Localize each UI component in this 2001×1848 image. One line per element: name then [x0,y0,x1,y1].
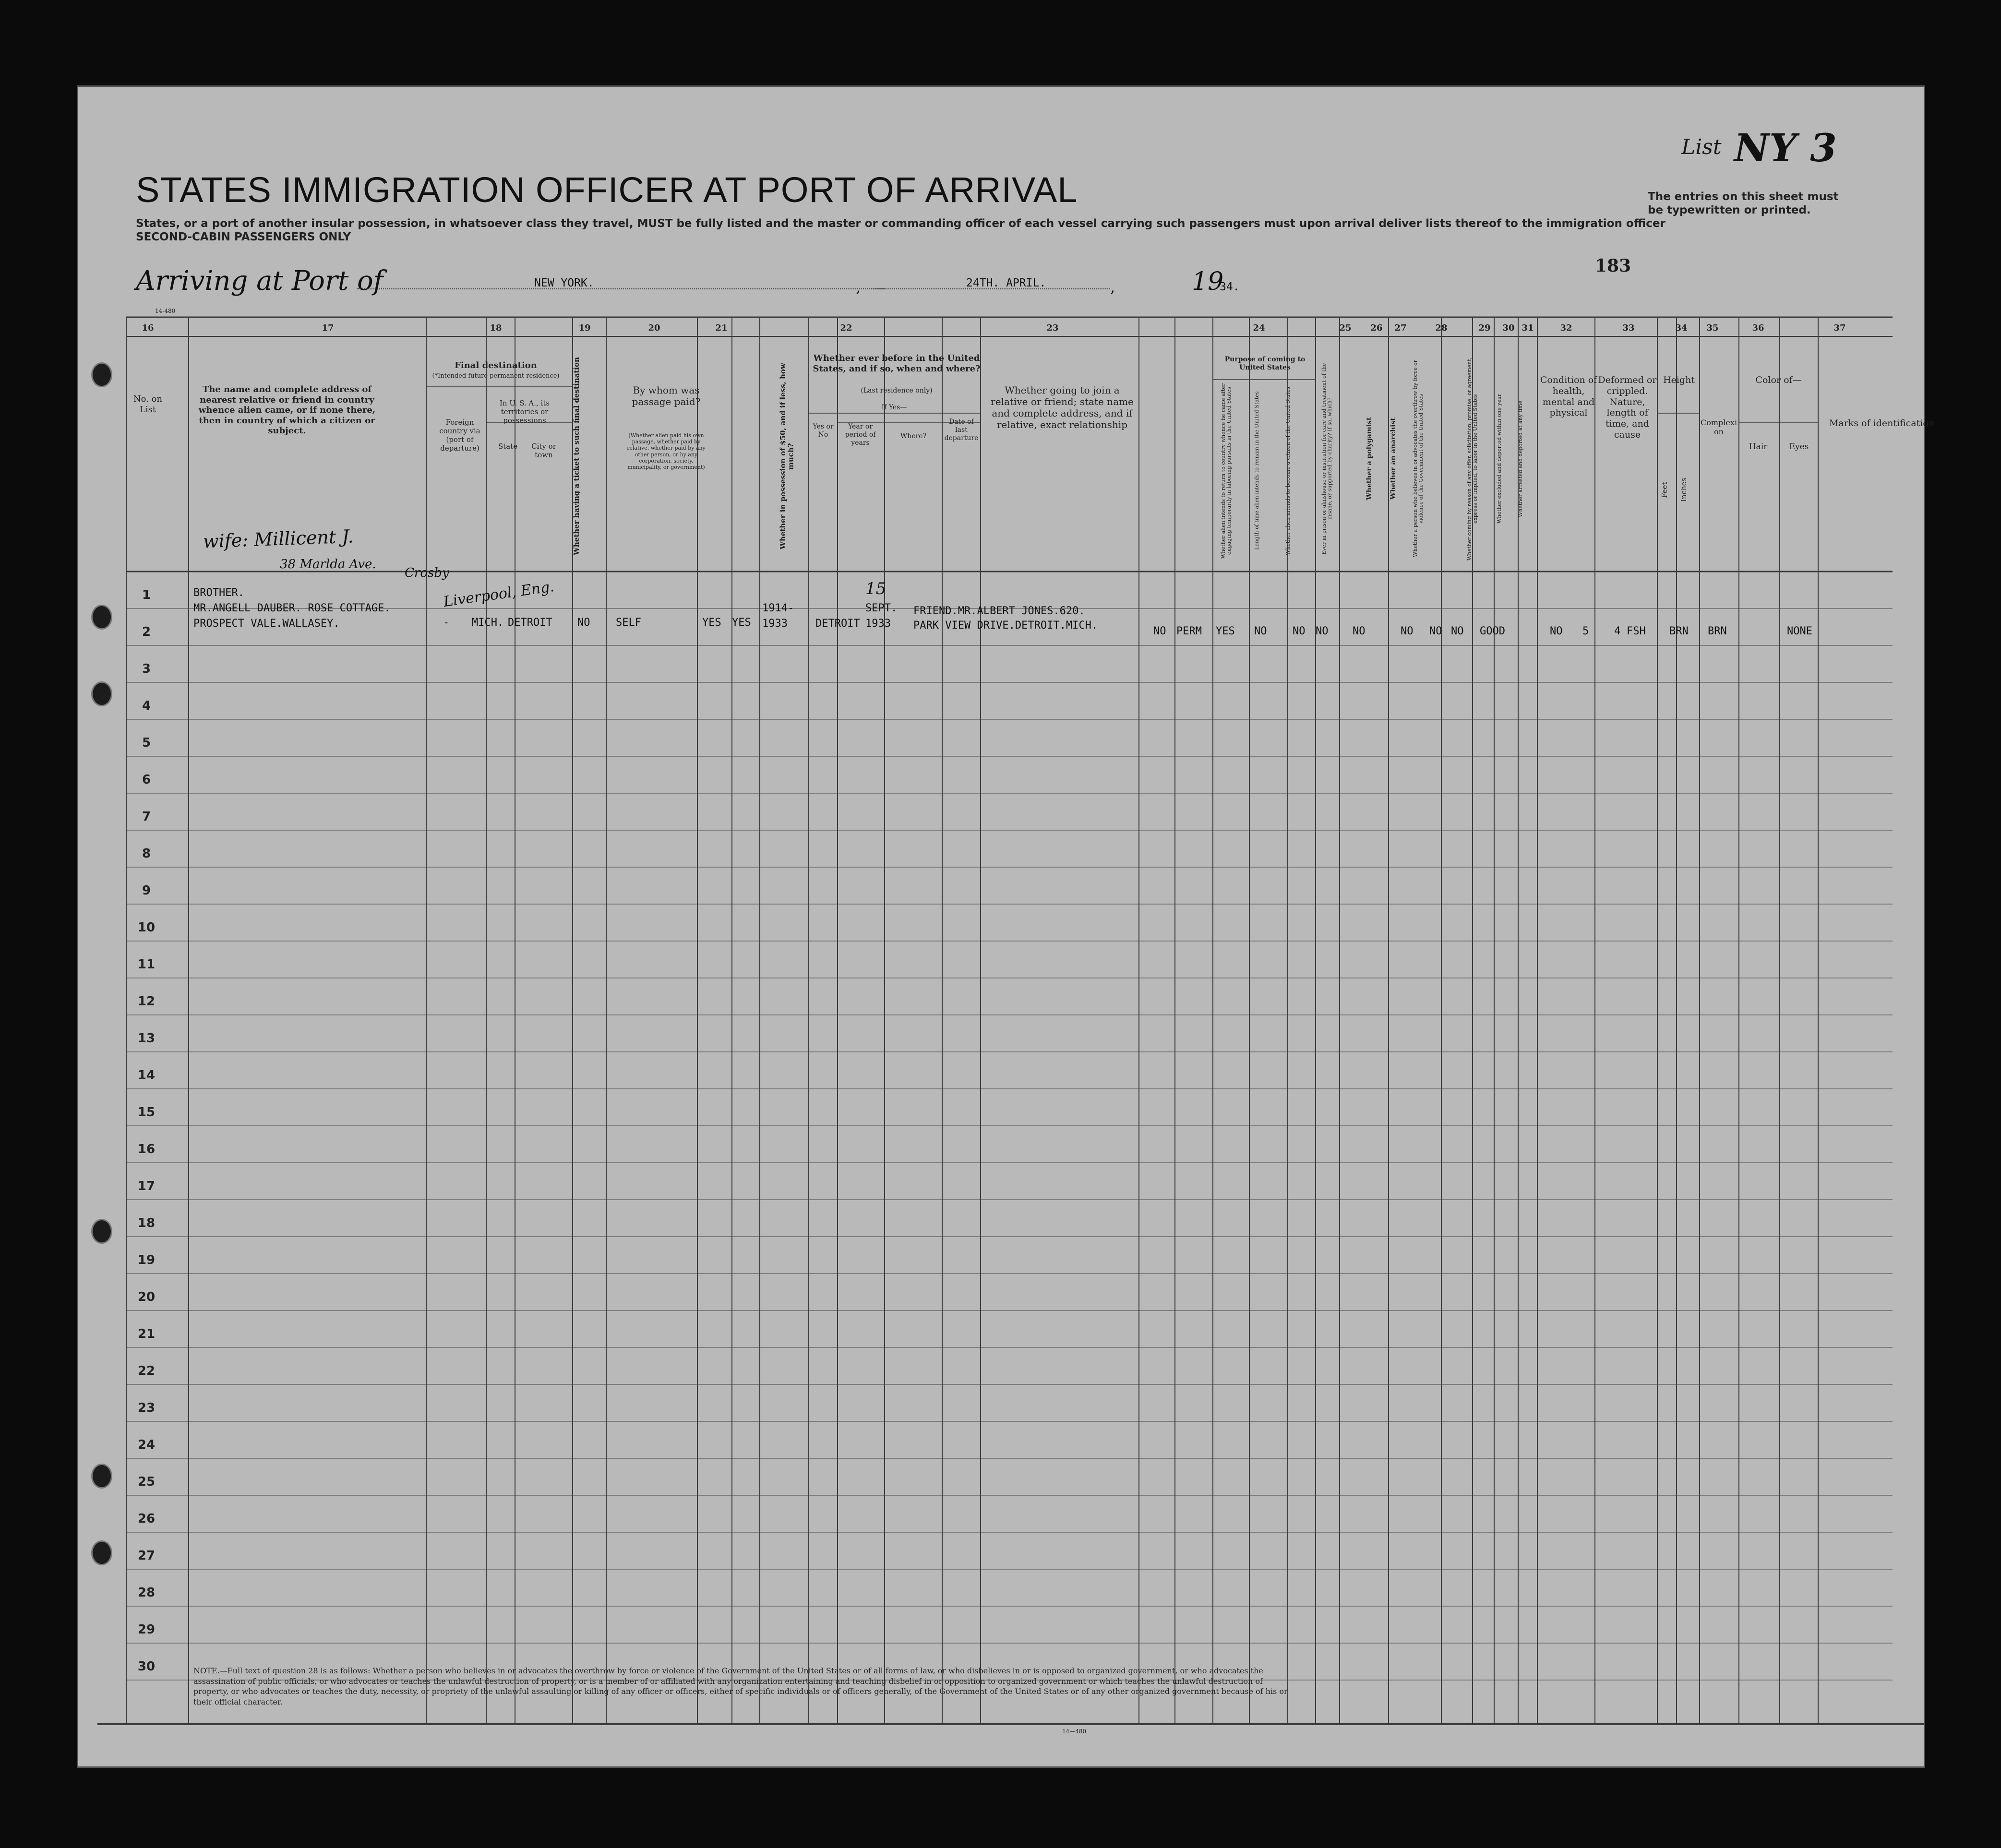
handwritten-address-3: Liverpool, Eng. [442,578,555,611]
header-year-period: Year or period of years [845,423,876,447]
col-num-36: 36 [1752,323,1764,333]
cell-polygamist: NO [1293,625,1306,637]
binder-hole [91,362,112,387]
col-num-17: 17 [322,323,334,333]
col-num-37: 37 [1833,323,1846,333]
cell-prison: NO [1254,625,1267,637]
relative-line-3: PROSPECT VALE.WALLASEY. [193,618,340,630]
list-number: NY 3 [1734,125,1837,170]
col-num-24: 24 [1253,323,1265,333]
row-number: 23 [137,1401,156,1415]
header-join-relative: Whether going to join a relative or friend; state name and complete address, and if relative, exact relationship [991,384,1134,430]
cell-departure-handwritten: 15 [865,579,887,598]
col-num-19: 19 [578,323,591,333]
header-passage-paid: By whom was passage paid? [632,384,701,407]
binder-hole [91,1464,112,1489]
cell-become-citizen: YES [1216,625,1235,637]
arrival-date: 24TH. APRIL. [966,277,1046,289]
header-possession-50: Whether in possession of $50, and if less, how much? [779,363,795,550]
page-title: STATES IMMIGRATION OFFICER AT PORT OF ARRIVAL [136,170,1078,210]
header-deformed: Deformed or crippled. Nature, length of time, and cause [1598,375,1657,440]
header-in-usa: In U. S. A., its territories or possessions [499,399,550,425]
cell-where: DETROIT [815,618,860,630]
page-number: 183 [1595,256,1631,276]
header-anarchist: Whether an anarchist [1390,417,1397,500]
binder-hole [91,681,112,706]
binder-hole [91,1540,112,1565]
handwritten-address-1: 38 Marlda Ave. [280,557,376,572]
row-number: 30 [137,1659,156,1674]
col-num-18: 18 [490,323,502,333]
cell-marks: NONE [1787,625,1812,637]
class-line: SECOND-CABIN PASSENGERS ONLY [136,231,351,243]
col-num-29: 29 [1478,323,1491,333]
comma-2: , [1110,278,1115,296]
row-number: 4 [142,699,151,713]
row-number: 3 [142,662,151,676]
col-num-22: 22 [840,323,852,333]
cell-hair: BRN [1669,625,1689,637]
col-num-35: 35 [1706,323,1719,333]
header-marks: Marks of identification [1829,418,1935,429]
row-number: 12 [137,994,156,1009]
instructions-line-2: be typewritten or printed. [1648,204,1811,216]
row-number: 17 [137,1179,156,1193]
header-no-on-list: No. on List [133,394,163,415]
relative-line-1: BROTHER. [193,587,244,599]
cell-length-stay: PERM [1176,625,1202,637]
cell-anarchist: NO [1316,625,1329,637]
cell-inches: 4 [1614,625,1621,637]
cell-departure-line-2: 1933 [865,618,891,630]
col-num-25: 25 [1339,323,1352,333]
col-num-28: 28 [1435,323,1448,333]
cell-eyes: BRN [1708,625,1727,637]
row-number: 7 [142,810,151,824]
col-num-31: 31 [1522,323,1534,333]
binder-hole [91,605,112,630]
row-number: 13 [137,1031,156,1046]
table-grid [78,87,1924,1766]
handwritten-relative: wife: Millicent J. [203,525,354,552]
header-foreign-country: Foreign country via (port of departure) [439,418,480,453]
port-of-arrival: NEW YORK. [534,277,594,289]
row-number: 21 [137,1327,156,1341]
header-become-citizen: Whether alien intends to become a citizen of the United States [1285,386,1291,555]
cell-feet: 5 [1582,625,1589,637]
col-num-32: 32 [1560,323,1572,333]
instructions-line-1: The entries on this sheet must [1648,191,1839,203]
row-number: 29 [137,1622,156,1637]
form-number-top: 14-480 [155,308,176,314]
row-number: 10 [137,920,156,935]
handwritten-address-2: Crosby [405,566,449,580]
row-number: 14 [137,1068,156,1083]
header-return-country: Whether alien intends to return to country whence he came after engaging temporarily in laboring pursuits in the United States [1220,383,1233,559]
row-number: 6 [142,773,151,787]
header-nearest-relative: The name and complete address of nearest relative or friend in country whence alien came, or if none there, then in country of which a citizen or subject. [198,384,376,436]
col-num-20: 20 [648,323,660,333]
header-height: Height [1663,375,1695,385]
header-arrested: Whether arrested and deported at any time [1517,400,1523,517]
year-prefix: 19 [1192,267,1224,296]
row-number: 26 [137,1512,156,1526]
header-final-destination: Final destination [455,360,537,370]
list-label: List [1681,135,1722,159]
col-num-16: 16 [142,323,154,333]
col-num-26: 26 [1370,323,1383,333]
row-number: 22 [137,1364,156,1378]
header-excluded: Whether excluded and deported within one year [1496,393,1502,524]
col-num-27: 27 [1394,323,1407,333]
footer-note: NOTE.—Full text of question 28 is as follows: Whether a person who believes in or advocates the overthrow by force or violence of the Government of the United States or of all forms of law, or who disbelieves in or is opposed to organized government, or who advocates the assassination of public officials, or who advocates or teaches the unlawful destruction of property, or is a member of or affiliated with any organization entertaining and teaching disbelief in or opposition to organized government or which teaches the unlawful destruction of property, or who advocates or teaches the duty, necessity, or propriety of the unlawful assaulting or killing of any officer or officers, either of specific individuals or of officers generally, of the Government of the United States or of any other organized government because of his or their official character. [193,1666,1288,1706]
header-hair: Hair [1749,442,1768,452]
header-complexion: Complexion [1700,418,1737,437]
header-passage-paid-note: (Whether alien paid his own passage, whether paid by relative, whether paid by any other person, or by any corporation, society, municipality, or government) [627,432,706,470]
col-num-23: 23 [1046,323,1059,333]
header-final-destination-note: (*Intended future permanent residence) [432,372,560,380]
header-before-in-us: Whether ever before in the United States, and if so, when and where? [813,353,981,374]
col-num-21: 21 [715,323,728,333]
cell-overthrow: NO [1353,625,1366,637]
row-number: 1 [142,588,151,602]
cell-foreign-country: - [443,617,450,629]
row-number: 19 [137,1253,156,1267]
cell-arrested: NO [1451,625,1464,637]
footer-form-number: 14—480 [1062,1728,1087,1735]
arriving-label: Arriving at Port of [136,265,383,297]
row-number: 16 [137,1142,156,1156]
cell-years-line-1: 1914- [762,602,794,614]
header-offer-labor: Whether coming by reason of any offer, solicitation, promise, or agreement, express or implied, to labor in the United States [1466,357,1479,560]
cell-join-line-1: FRIEND.MR.ALBERT JONES.620. [913,605,1085,617]
cell-return-country: NO [1153,625,1166,637]
row-number: 8 [142,847,151,861]
row-number: 20 [137,1290,156,1304]
header-if-yes: If Yes— [881,404,907,411]
cell-excluded: NO [1429,625,1442,637]
row-number: 24 [137,1438,156,1452]
cell-years-line-2: 1933 [762,618,788,630]
header-health: Condition of health, mental and physical [1540,375,1597,418]
header-polygamist: Whether a polygamist [1366,417,1373,501]
cell-health: GOOD [1480,625,1505,637]
year-suffix: 34. [1220,281,1240,293]
page-subtitle: States, or a port of another insular possession, in whatsoever class they travel, MUST be fully listed and the master or commanding officer of each vessel carrying such passengers must upon arrival deliver lists thereof to the immigration officer [136,217,1666,230]
header-overthrow: Whether a person who believes in or advocates the overthrow by force or violence of the Government of the United States [1412,360,1425,558]
header-feet: Feet [1660,482,1669,498]
header-eyes: Eyes [1789,442,1809,452]
row-number: 27 [137,1549,156,1563]
cell-state: MICH. [472,617,504,629]
cell-departure-line-1: SEPT. [865,602,898,614]
header-where: Where? [900,432,927,440]
header-purpose: Purpose of coming to United States [1224,356,1306,371]
row-number: 2 [142,625,151,639]
header-length-stay: Length of time alien intends to remain in the United States [1254,391,1260,550]
cell-ticket: NO [577,617,590,629]
cell-city: DETROIT [508,617,552,629]
header-inches: Inches [1679,477,1688,502]
cell-complexion: FSH [1627,625,1646,637]
row-number: 18 [137,1216,156,1230]
cell-possession-50: YES [702,617,721,629]
row-number: 28 [137,1586,156,1600]
header-prison: Ever in prison or almshouse or institution for care and treatment of the insane, or supported by charity? If so, which? [1321,363,1333,555]
cell-before-in-us: YES [732,617,751,629]
cell-passage-paid: SELF [616,617,641,629]
cell-join-line-2: PARK VIEW DRIVE.DETROIT.MICH. [913,620,1098,632]
col-num-34: 34 [1675,323,1688,333]
col-num-30: 30 [1502,323,1515,333]
row-number: 25 [137,1475,156,1489]
cell-offer-labor: NO [1401,625,1414,637]
relative-line-2: MR.ANGELL DAUBER. ROSE COTTAGE. [193,602,391,614]
header-before-in-us-note: (Last residence only) [861,387,933,394]
row-number: 5 [142,736,151,750]
row-number: 11 [137,957,156,972]
comma-1: , [856,278,861,296]
header-city: City or town [531,442,556,459]
header-date-last-departure: Date of last departure [944,418,979,442]
header-ticket: Whether having a ticket to such final destination [572,357,581,556]
col-num-33: 33 [1622,323,1635,333]
row-number: 9 [142,883,151,898]
row-number: 15 [137,1105,156,1120]
manifest-sheet [77,85,1935,1768]
cell-deformed: NO [1550,625,1563,637]
header-state: State [498,442,518,451]
binder-hole [91,1219,112,1244]
header-yes-or-no: Yes or No [813,423,834,439]
header-color-of: Color of— [1755,375,1802,385]
